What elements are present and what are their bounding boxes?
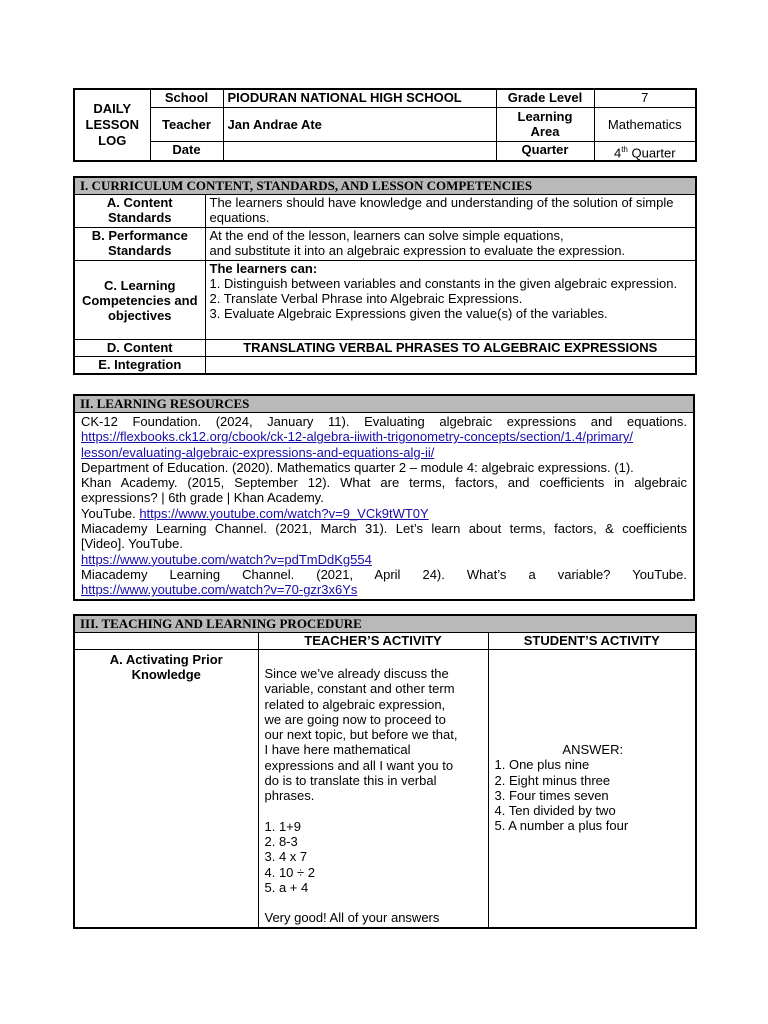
miacademy-link-1[interactable]: https://www.youtube.com/watch?v=pdTmDdKg554: [81, 551, 372, 567]
grade-value: 7: [594, 89, 696, 107]
content-label: D. Content: [74, 340, 205, 357]
competency-item: 1. Distinguish between variables and constants in the given algebraic expression.: [209, 276, 678, 291]
title-line: LOG: [98, 132, 127, 148]
integration-value: [205, 357, 696, 374]
reference-miacademy-1: Miacademy Learning Channel. (2021, March 31). Let’s learn about terms, factors, & coefficients: [81, 521, 687, 537]
references-cell: [74, 413, 694, 600]
competencies-intro: The learners can:: [209, 261, 318, 276]
teacher-label: Teacher: [150, 107, 223, 141]
school-value: PIODURAN NATIONAL HIGH SCHOOL: [223, 89, 496, 107]
reference-khan: Khan Academy. (2015, September 12). What are terms, factors, and coefficients in algebraic: [81, 475, 687, 491]
teacher-line: do is to translate this in verbal: [264, 773, 437, 789]
date-value: [223, 141, 496, 161]
area-label-line: Learning: [517, 109, 573, 124]
reference-ck12: CK-12 Foundation. (2024, January 11). Evaluating algebraic expressions and equations.: [81, 414, 687, 429]
performance-standards-label: B. Performance Standards: [74, 228, 205, 261]
performance-line: and substitute it into an algebraic expression to evaluate the expression.: [209, 243, 626, 258]
grade-label: Grade Level: [496, 89, 594, 107]
expression-item: 3. 4 x 7: [264, 849, 308, 865]
answer-item: 5. A number a plus four: [494, 818, 629, 834]
teacher-closing-line: Very good! All of your answers: [264, 910, 440, 926]
youtube-prefix: YouTube.: [81, 505, 140, 521]
content-value: TRANSLATING VERBAL PHRASES TO ALGEBRAIC EXPRESSIONS: [205, 340, 696, 357]
reference-miacademy-1-cont: [Video]. YouTube.: [81, 536, 183, 552]
answer-item: 4. Ten divided by two: [494, 803, 616, 819]
teacher-activity-cell: [258, 650, 488, 928]
student-activity-cell: [488, 650, 696, 928]
quarter-label: Quarter: [496, 141, 594, 161]
section3-heading: III. TEACHING AND LEARNING PROCEDURE: [74, 615, 696, 633]
competencies-text: [205, 261, 696, 340]
expression-item: 5. a + 4: [264, 879, 309, 895]
date-label: Date: [150, 141, 223, 161]
learning-area-label: [496, 107, 594, 141]
school-label: School: [150, 89, 223, 107]
quarter-number: 4: [613, 144, 622, 160]
answer-item: 2. Eight minus three: [494, 772, 611, 788]
title-line: LESSON: [85, 116, 139, 132]
reference-deped: Department of Education. (2020). Mathematics quarter 2 – module 4: algebraic expressions. (1).: [81, 459, 634, 475]
quarter-value: [594, 141, 696, 161]
reference-khan-cont: expressions? | 6th grade | Khan Academy.: [81, 490, 324, 506]
procedure-table: [73, 614, 697, 929]
performance-line: At the end of the lesson, learners can solve simple equations,: [209, 228, 564, 243]
daily-lesson-log-title: [74, 89, 150, 161]
area-label-line: Area: [530, 124, 560, 139]
title-line: DAILY: [93, 100, 132, 116]
teacher-line: related to algebraic expression,: [264, 696, 446, 712]
teacher-line: phrases.: [264, 788, 315, 804]
header-table: [73, 88, 697, 162]
section2-heading: II. LEARNING RESOURCES: [74, 395, 694, 413]
resources-table: [73, 394, 695, 601]
activating-prior-knowledge-label: [74, 650, 258, 928]
answer-item: 1. One plus nine: [494, 757, 590, 773]
learning-area-value: Mathematics: [594, 107, 696, 141]
reference-miacademy-2: Miacademy Learning Channel. (2021, April 24). What’s a variable? YouTube.: [81, 566, 687, 582]
competency-item: 2. Translate Verbal Phrase into Algebraic Expressions.: [209, 291, 523, 306]
teacher-line: variable, constant and other term: [264, 681, 455, 697]
quarter-word: Quarter: [627, 144, 676, 160]
performance-standards-text: [205, 228, 696, 261]
expression-item: 2. 8-3: [264, 833, 298, 849]
expression-item: 1. 1+9: [264, 818, 302, 834]
student-activity-header: STUDENT’S ACTIVITY: [488, 633, 696, 650]
answer-heading: ANSWER:: [562, 742, 624, 757]
competency-item: 3. Evaluate Algebraic Expressions given the value(s) of the variables.: [209, 306, 608, 321]
expression-item: 4. 10 ÷ 2: [264, 864, 316, 880]
section1-heading: I. CURRICULUM CONTENT, STANDARDS, AND LESSON COMPETENCIES: [74, 177, 696, 195]
curriculum-table: [73, 176, 697, 375]
ck12-link-cont[interactable]: lesson/evaluating-algebraic-expressions-and-equations-alg-ii/: [81, 444, 435, 460]
khan-youtube-link[interactable]: https://www.youtube.com/watch?v=9_VCk9tWT0Y: [139, 505, 429, 521]
content-standards-label: A. Content Standards: [74, 195, 205, 228]
teacher-activity-header: TEACHER’S ACTIVITY: [258, 633, 488, 650]
answer-item: 3. Four times seven: [494, 787, 609, 803]
teacher-line: we are going now to proceed to: [264, 711, 446, 727]
teacher-line: expressions and all I want you to: [264, 757, 454, 773]
teacher-line: Since we’ve already discuss the: [264, 666, 449, 681]
row-label-line: Knowledge: [131, 667, 201, 682]
teacher-line: our next topic, but before we that,: [264, 727, 458, 743]
ck12-link[interactable]: https://flexbooks.ck12.org/cbook/ck-12-algebra-iiwith-trigonometry-concepts/section/1.4/primary/: [81, 429, 634, 445]
teacher-value: Jan Andrae Ate: [223, 107, 496, 141]
blank-header-cell: [74, 633, 258, 650]
teacher-line: I have here mathematical: [264, 742, 411, 758]
miacademy-link-2[interactable]: https://www.youtube.com/watch?v=70-gzr3x6Ys: [81, 582, 358, 598]
quarter-suffix: th: [621, 144, 628, 154]
row-label-line: A. Activating Prior: [109, 652, 223, 667]
integration-label: E. Integration: [74, 357, 205, 374]
competencies-label: C. Learning Competencies and objectives: [74, 261, 205, 340]
content-standards-text: The learners should have knowledge and understanding of the solution of simple equations.: [205, 195, 696, 228]
